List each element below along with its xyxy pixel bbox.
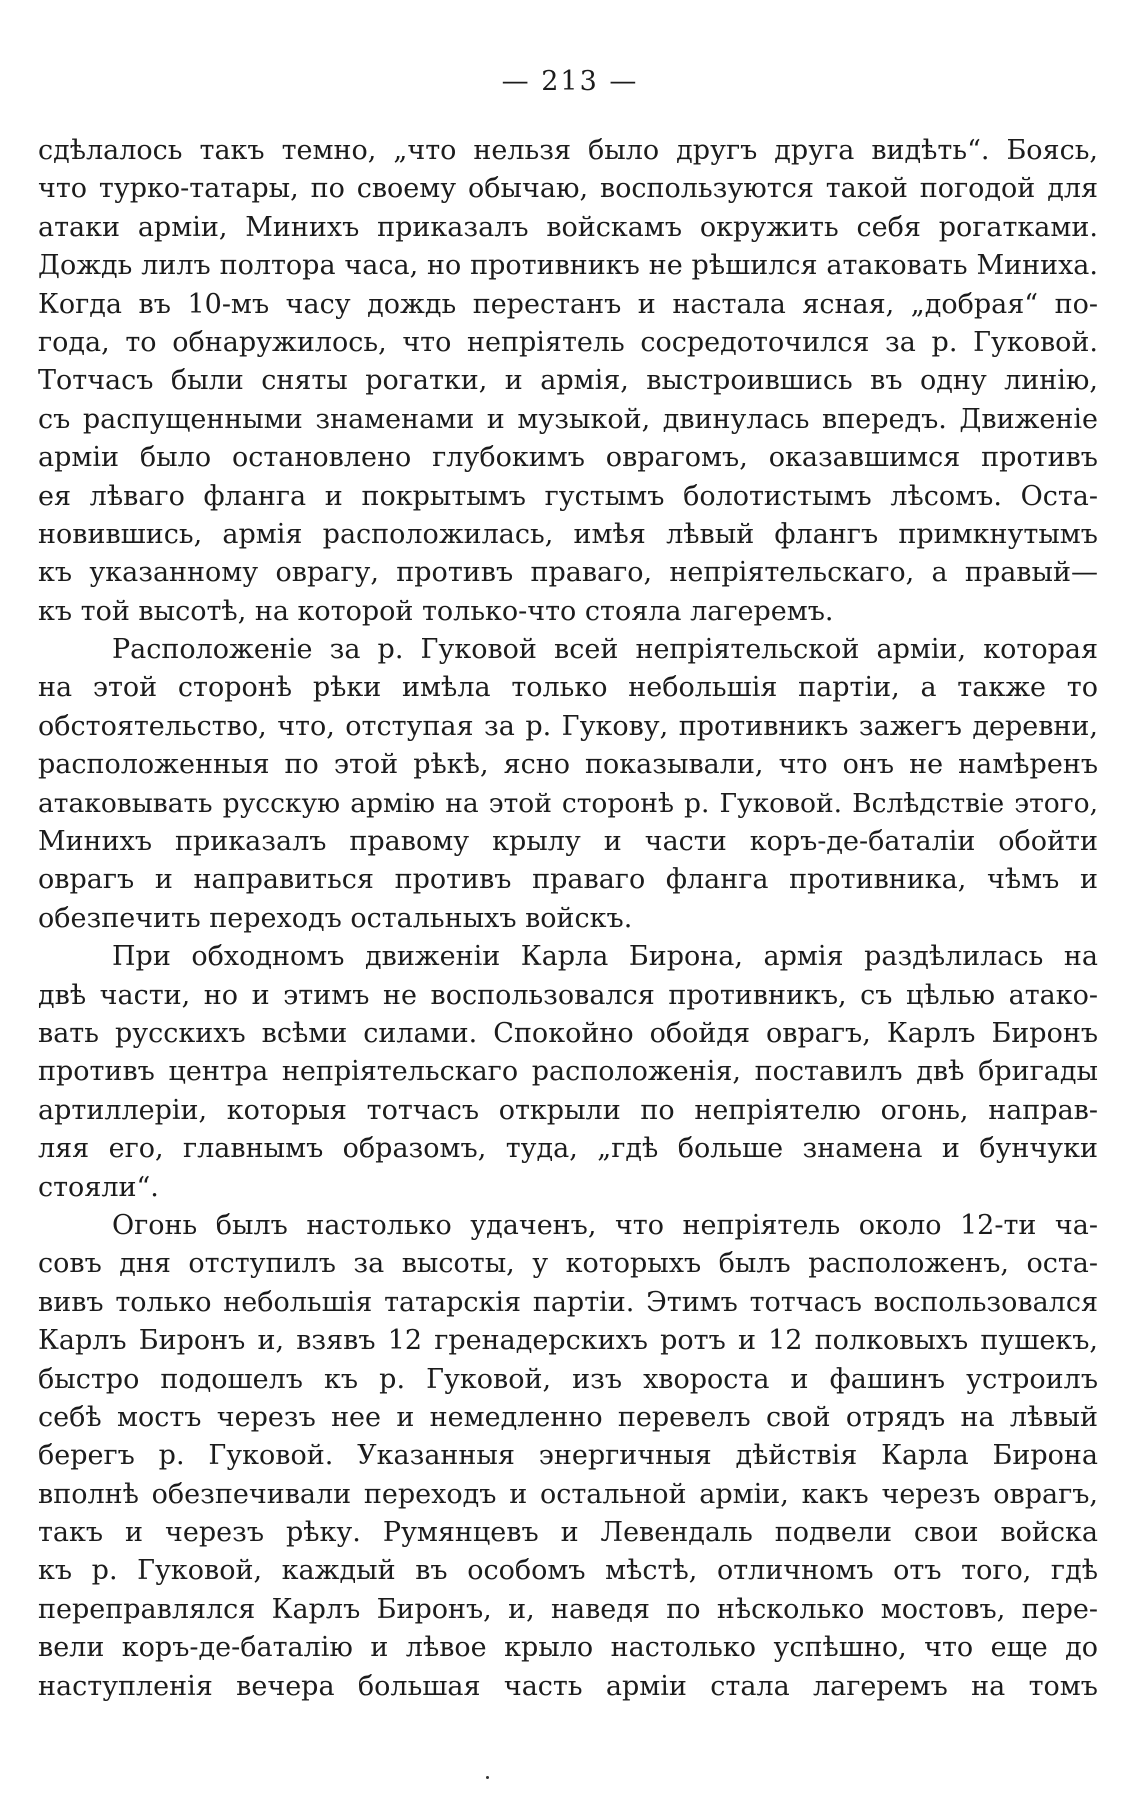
text-line: стояли“.	[38, 1171, 159, 1203]
text-line: къ той высотѣ, на которой только-что стояла лагеремъ.	[38, 595, 834, 627]
text-line: обезпечить переходъ остальныхъ войскъ.	[38, 902, 633, 934]
text-line: сдѣлалось такъ темно, „что нельзя было другъ друга видѣть“. Боясь,	[38, 135, 1098, 166]
text-line: Дождь лилъ полтора часа, но противникъ не рѣшился атаковать Миниха.	[38, 250, 1098, 282]
text-line: атаки арміи, Минихъ приказалъ войскамъ окружить себя рогатками.	[38, 211, 1098, 243]
text-line: Карлъ Биронъ и, взявъ 12 гренадерскихъ ротъ и 12 полковыхъ пушекъ,	[38, 1325, 1098, 1357]
text-line: къ указанному оврагу, противъ праваго, непріятельскаго, а правый—	[38, 557, 1098, 589]
text-line: новившись, армія расположилась, имѣя лѣвый флангъ примкнутымъ	[38, 518, 1098, 550]
text-line: совъ дня отступилъ за высоты, у которыхъ былъ расположенъ, оста-	[38, 1248, 1098, 1280]
text-line: вать русскихъ всѣми силами. Спокойно обойдя оврагъ, Карлъ Биронъ	[38, 1017, 1098, 1049]
paragraph	[38, 132, 1098, 631]
text-line: себѣ мостъ черезъ нее и немедленно перевелъ свой отрядъ на лѣвый	[38, 1401, 1098, 1433]
body-text	[38, 132, 1098, 1706]
text-line: года, то обнаружилось, что непріятель сосредоточился за р. Гуковой.	[38, 326, 1098, 358]
text-line: двѣ части, но и этимъ не воспользовался противникъ, съ цѣлью атако-	[38, 979, 1098, 1011]
paragraph	[38, 1207, 1098, 1706]
text-line: Минихъ приказалъ правому крылу и части коръ-де-баталіи обойти	[38, 826, 1098, 858]
text-line: съ распущенными знаменами и музыкой, двинулась впередъ. Движеніе	[38, 403, 1098, 435]
text-line: При обходномъ движеніи Карла Бирона, армія раздѣлилась на	[112, 941, 1098, 973]
text-line: обстоятельство, что, отступая за р. Гукову, противникъ зажегъ деревни,	[38, 710, 1098, 742]
text-line: вивъ только небольшія татарскія партіи. Этимъ тотчасъ воспользовался	[38, 1286, 1098, 1318]
text-line: переправлялся Карлъ Биронъ, и, наведя по нѣсколько мостовъ, пере-	[38, 1593, 1098, 1625]
print-speck	[486, 1776, 489, 1779]
paragraph	[38, 631, 1098, 938]
text-line: Когда въ 10-мъ часу дождь перестанъ и настала ясная, „добрая“ по-	[38, 288, 1098, 320]
text-line: что турко-татары, по своему обычаю, воспользуются такой погодой для	[38, 173, 1098, 205]
text-line: быстро подошелъ къ р. Гуковой, изъ хвороста и фашинъ устроилъ	[38, 1363, 1098, 1395]
text-line: Тотчасъ были сняты рогатки, и армія, выстроившись въ одну линію,	[38, 365, 1098, 397]
text-line: атаковывать русскую армію на этой сторонѣ р. Гуковой. Вслѣдствіе этого,	[38, 787, 1098, 819]
text-line: противъ центра непріятельскаго расположенія, поставилъ двѣ бригады	[38, 1056, 1098, 1088]
text-line: вели коръ-де-баталію и лѣвое крыло настолько успѣшно, что еще до	[38, 1632, 1098, 1664]
text-line: артиллеріи, которыя тотчасъ открыли по непріятелю огонь, направ-	[38, 1094, 1098, 1126]
text-line: ляя его, главнымъ образомъ, туда, „гдѣ больше знамена и бунчуки	[38, 1133, 1098, 1165]
text-line: вполнѣ обезпечивали переходъ и остальной арміи, какъ черезъ оврагъ,	[38, 1478, 1098, 1510]
text-line: Расположеніе за р. Гуковой всей непріятельской арміи, которая	[112, 634, 1098, 666]
text-line: расположенныя по этой рѣкѣ, ясно показывали, что онъ не намѣренъ	[38, 749, 1098, 781]
text-line: наступленія вечера большая часть арміи стала лагеремъ на томъ	[38, 1670, 1098, 1702]
text-line: Огонь былъ настолько удаченъ, что непріятель около 12-ти ча-	[112, 1209, 1098, 1241]
text-line: берегъ р. Гуковой. Указанныя энергичныя дѣйствія Карла Бирона	[38, 1440, 1098, 1472]
text-line: на этой сторонѣ рѣки имѣла только небольшія партіи, а также то	[38, 672, 1098, 704]
page-number: — 213 —	[501, 66, 639, 97]
paragraph	[38, 938, 1098, 1207]
text-line: оврагъ и направиться противъ праваго фланга противника, чѣмъ и	[38, 864, 1098, 896]
text-line: арміи было остановлено глубокимъ оврагомъ, оказавшимся противъ	[38, 442, 1098, 474]
text-line: такъ и черезъ рѣку. Румянцевъ и Левендаль подвели свои войска	[38, 1517, 1098, 1549]
text-line: ея лѣваго фланга и покрытымъ густымъ болотистымъ лѣсомъ. Оста-	[38, 480, 1098, 512]
text-line: къ р. Гуковой, каждый въ особомъ мѣстѣ, отличномъ отъ того, гдѣ	[38, 1555, 1098, 1587]
